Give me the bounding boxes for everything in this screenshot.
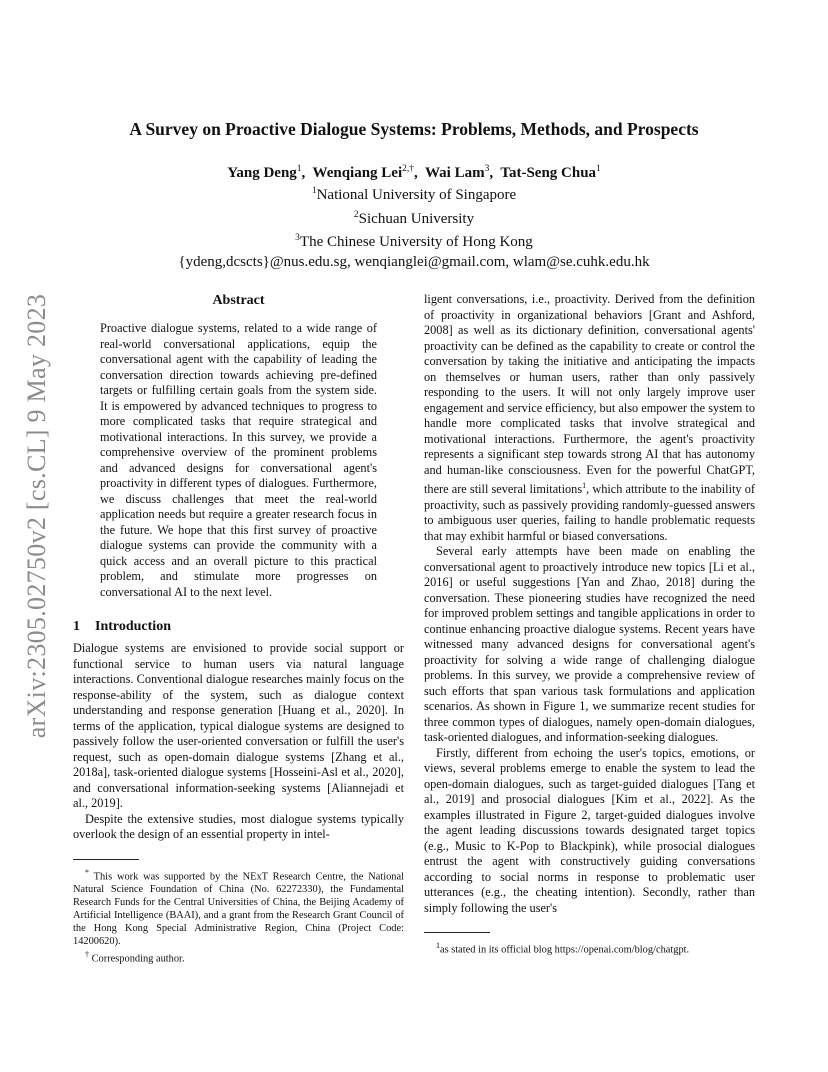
footnote-chatgpt: $^1$as stated in its official blog https://openai.com/blog/chatgpt. (436, 941, 690, 956)
intro-paragraph: Dialogue systems are envisioned to provide social support or functional service to human users via natural language interactions. Conventional dialogue researches mainly focus on the response-ability of the system, such as dialogue context understanding and response generation [Huang et al., 2020]. In terms of the application, typical dialogue systems are designed to passively follow the user-oriented conversation or fulfill the user's request, such as open-domain dialogue systems [Zhang et al., 2018a], task-oriented dialogue systems [Hosseini-Asl et al., 2020], and conversational information-seeking systems [Aliannejadi et al., 2019]. (73, 641, 404, 810)
author: Yang Deng$^1$ (227, 164, 302, 181)
footnote-rule (73, 859, 139, 860)
footnote-corresponding: † Corresponding author. (85, 949, 185, 965)
arxiv-watermark (10, 286, 64, 746)
author: Tat-Seng Chua$^1$ (500, 164, 601, 181)
affiliation: $^1$National University of Singapore (311, 186, 517, 203)
affiliation-block (60, 182, 768, 272)
affiliation: $^3$The Chinese University of Hong Kong (295, 233, 533, 250)
body-paragraph: Several early attempts have been made on enabling the conversational agent to proactively introduce new topics [Li et al., 2016] or useful suggestions [Yan and Zhao, 2018] during the conversation. These pioneering studies have recognized the need for improved problem settings and tangible applications in order to continue enhancing proactive dialogue systems. Recent years have witnessed many advanced designs for conversational agent's proactivity for solving a wide range of challenging dialogue problems. In this survey, we provide a comprehensive review of such efforts that span various task formulations and application scenarios. As shown in Figure 1, we summarize recent studies for three common types of dialogues, namely open-domain dialogues, task-oriented dialogues, and information-seeking dialogues. (424, 544, 755, 745)
author-emails: {ydeng,dcscts}@nus.edu.sg, wenqianglei@gmail.com, wlam@se.cuhk.edu.hk (178, 253, 650, 270)
arxiv-id: arXiv:2305.02750v2 [cs.CL] 9 May 2023 (22, 293, 52, 739)
abstract-heading: Abstract (212, 293, 265, 308)
right-column (424, 292, 755, 957)
footnote-rule (424, 932, 490, 933)
author-list: Yang Deng$^1$, Wenqiang Lei$^{2,\dagger}$, Wai Lam$^3$, Tat-Seng Chua$^1$ (227, 164, 601, 181)
footnote-funding: * This work was supported by the NExT Research Centre, the National Natural Science Foundation of China (No. 62272330), the Fundamental Research Funds for the Central Universities of China, the Beijing Academy of Artificial Intelligence (BAAI), and a grant from the Research Grant Council of the Hong Kong Special Administrative Region, China (Project Code: 14200620). (73, 867, 404, 947)
left-column (73, 292, 404, 965)
body-paragraph: ligent conversations, i.e., proactivity. Derived from the definition of proactivity in organizational behaviors [Grant and Ashford, 2008] as well as its dictionary definition, conversational agents' proactivity can be defined as the capability to create or control the conversation by taking the initiative and anticipating the impacts on themselves or human users, rather than only passively responding to the users. It will not only largely improve user engagement and service efficiency, but also empower the system to handle more complicated tasks that involve strategical and motivational interactions. Furthermore, the agent's proactivity represents a significant step towards strong AI that has autonomy and human-like consciousness. Even for the powerful ChatGPT, there are still several limitations$^1$, which attribute to the inability of proactivity, such as passively providing randomly-guessed answers to ambiguous user queries, failing to handle problematic requests that may exhibit harmful or biased conversations. (424, 292, 755, 543)
body-paragraph: Firstly, different from echoing the user's topics, emotions, or views, several problems emerge to enable the system to lead the open-domain dialogues, such as target-guided dialogues [Tang et al., 2019] and prosocial dialogues [Kim et al., 2022]. As the examples illustrated in Figure 2, target-guided dialogues involve the agent leading discussions towards designated target topics (e.g., Music to K-Pop to Blackpink), while prosocial dialogues entrust the agent with constructively guiding conversations according to social norms in response to problematic user utterances (e.g., the cheating intention). Secondly, rather than simply following the user's (424, 745, 755, 915)
paper-title: A Survey on Proactive Dialogue Systems: Problems, Methods, and Prospects (129, 119, 699, 139)
section-heading-introduction: 1 Introduction (73, 619, 171, 634)
affiliation: $^2$Sichuan University (353, 209, 475, 227)
author: Wenqiang Lei$^{2,\dagger}$ (312, 164, 415, 181)
abstract-text: Proactive dialogue systems, related to a wide range of real-world conversational applications, equip the conversational agent with the capability of leading the conversation direction towards achieving pre-defined targets or fulfilling certain goals from the system side. It is empowered by advanced techniques to progress to more complicated tasks that require strategical and motivational interactions. In this survey, we provide a comprehensive overview of the prominent problems and advanced designs for conversational agent's proactivity in different types of dialogues. Furthermore, we discuss challenges that meet the real-world application needs but require a greater research focus in the future. We hope that this first survey of proactive dialogue systems can provide the community with a quick access and an overall picture to this practical problem, and stimulate more progresses on conversational AI to the next level. (100, 321, 377, 599)
intro-paragraph: Despite the extensive studies, most dialogue systems typically overlook the design of an essential property in intel- (73, 811, 404, 841)
author: Wai Lam$^3$ (425, 164, 490, 181)
